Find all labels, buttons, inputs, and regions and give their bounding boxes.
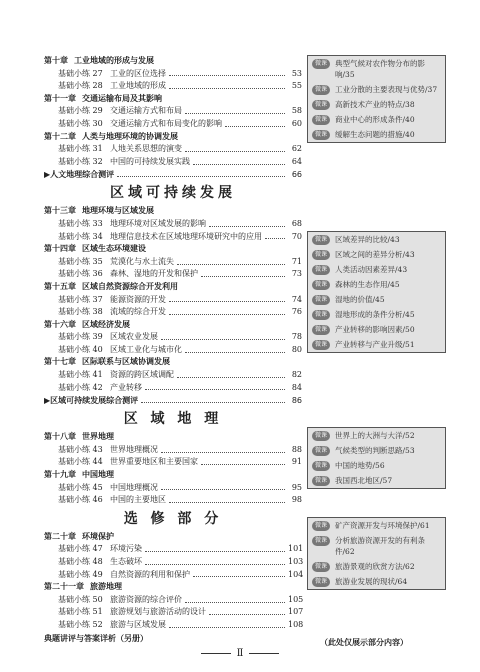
dot-leader [185,151,285,152]
micro-lesson-tag: 微课 [312,59,330,69]
toc-entry[interactable] [44,556,302,569]
exercise-title: 工业地域的形成 [110,81,166,91]
chapter-heading [44,93,302,106]
exercise-id: 基础小练 36 [58,269,103,279]
toc-entry[interactable] [44,294,302,307]
dot-leader [169,75,285,76]
micro-lesson-tag: 微课 [312,431,330,441]
toc-entry[interactable] [44,218,302,231]
exercise-title: 自然资源的利用和保护 [110,569,190,579]
dot-leader [169,502,285,503]
micro-lesson-item[interactable] [308,559,445,574]
chapter-number: 第十五章 [44,281,76,291]
micro-lesson-box [307,427,446,489]
chapter-title: 区际联系与区域协调发展 [82,357,170,367]
exercise-title: 交通运输方式和布局变化的影响 [110,118,222,128]
page-ref: 101 [288,544,304,554]
page-ref: 64 [291,156,302,166]
chapter-title: 地理环境与区域发展 [82,206,154,216]
answers-entry[interactable]: 典题讲评与答案详析（另册） [44,633,148,643]
exercise-title: 旅游资源的综合评价 [110,594,182,604]
exercise-id: 基础小练 32 [58,156,103,166]
micro-lesson-tag: 微课 [312,461,330,471]
dot-leader [201,276,285,277]
micro-lesson-text: 森林的生态作用/45 [335,280,400,289]
dot-leader [161,339,285,340]
exercise-id: 基础小练 48 [58,557,103,566]
micro-lesson-text: 湿地的价值/45 [335,295,385,304]
micro-lesson-text: 旅游业发展的现状/64 [335,577,408,586]
chapter-heading [44,205,302,218]
dot-leader [177,264,285,265]
chapter-title: 工业地域的形成与发展 [74,56,154,65]
toc-entry[interactable] [44,331,302,344]
micro-lesson-text: 高新技术产业的特点/38 [335,100,415,109]
exercise-id: 基础小练 40 [58,344,103,354]
exercise-title: 工业的区位选择 [110,68,166,78]
micro-lesson-text: 工业分散的主要表现与优势/37 [335,85,438,94]
micro-lesson-box [307,517,446,590]
micro-lesson-tag: 微课 [312,521,330,531]
exercise-id: 基础小练 27 [58,68,103,78]
review-entry[interactable] [44,394,302,407]
micro-lesson-tag: 微课 [312,295,330,305]
dot-leader [265,238,285,239]
chapter-heading [44,131,302,144]
exercise-title: 荒漠化与水土流失 [110,256,174,266]
exercise-id: 基础小练 29 [58,106,103,116]
chapter-heading [44,281,302,294]
page-ref: 60 [291,118,302,128]
table-of-contents [44,55,302,645]
micro-lesson-item[interactable] [308,277,445,292]
chapter-number: 第二十一章 [44,582,84,592]
toc-entry[interactable] [44,444,302,457]
exercise-id: 基础小练 39 [58,332,103,342]
dot-leader [161,489,285,490]
review-title: ▶人文地理综合测评 [44,170,115,180]
dot-leader [225,126,285,127]
toc-entry[interactable] [44,369,302,382]
exercise-title: 中国的主要地区 [110,495,166,505]
micro-lesson-text: 人类活动因素差异/43 [335,265,408,274]
dot-leader [193,164,285,165]
page-ref: 74 [291,294,302,304]
micro-lesson-item[interactable] [308,337,445,352]
exercise-title: 能源资源的开发 [110,294,166,304]
page-ref: 55 [291,81,302,91]
micro-lesson-item[interactable] [308,247,445,262]
exercise-id: 基础小练 44 [58,457,103,467]
micro-lesson-item[interactable] [308,97,445,112]
micro-lesson-item[interactable] [308,518,445,533]
micro-lesson-text: 缓解生态问题的措施/40 [335,130,415,139]
exercise-id: 基础小练 46 [58,495,103,505]
chapter-title: 旅游地理 [90,582,122,592]
micro-lesson-tag: 微课 [312,130,330,140]
micro-lesson-box [307,231,446,353]
micro-lesson-tag: 微课 [312,250,330,260]
chapter-title: 中国地理 [82,470,114,480]
exercise-title: 产业转移 [110,382,142,392]
toc-entry[interactable] [44,594,302,607]
micro-lesson-item[interactable] [308,458,445,473]
micro-lesson-text: 世界上的大洲与大洋/52 [335,431,415,440]
toc-entry[interactable] [44,619,302,632]
toc-entry[interactable] [44,68,302,81]
chapter-number: 第十三章 [44,206,76,216]
micro-lesson-tag: 微课 [312,446,330,456]
section-title: 选 修 部 分 [123,510,223,527]
page-ref: 68 [291,218,302,228]
footer-rule-left [201,653,231,654]
micro-lesson-tag: 微课 [312,235,330,245]
micro-lesson-text: 中国的地势/56 [335,461,385,470]
page-footer [0,648,480,659]
chapter-number: 第十九章 [44,470,76,480]
chapter-number: 第十二章 [44,131,76,141]
toc-entry[interactable] [44,306,302,319]
micro-lesson-text: 气候类型的判断思路/53 [335,446,415,455]
footer-rule-right [249,653,279,654]
exercise-id: 基础小练 45 [58,482,103,492]
page-ref: 66 [291,170,302,180]
toc-entry[interactable] [44,256,302,269]
page-ref: 95 [291,482,302,492]
chapter-number: 第十八章 [44,432,76,442]
dot-leader [193,576,285,577]
chapter-heading [44,431,302,444]
exercise-id: 基础小练 41 [58,370,103,380]
toc-entry[interactable] [44,543,302,556]
chapter-number: 第十七章 [44,357,76,367]
micro-lesson-text: 产业转移的影响因素/50 [335,325,415,334]
chapter-heading [44,243,302,256]
exercise-id: 基础小练 34 [58,231,103,241]
dot-leader [185,113,285,114]
micro-lesson-box [307,55,446,143]
chapter-title: 人类与地理环境的协调发展 [82,131,178,141]
chapter-title: 环境保护 [82,531,114,541]
micro-lesson-item[interactable] [308,262,445,277]
page-ref: 80 [291,344,302,354]
chapter-title: 世界地理 [82,432,114,442]
page-ref: 98 [291,495,302,505]
chapter-number: 第十四章 [44,244,76,254]
exercise-title: 世界地理概况 [110,444,158,454]
toc-entry[interactable] [44,569,302,582]
micro-lesson-item[interactable] [308,473,445,488]
micro-lesson-text: 矿产资源开发与环境保护/61 [335,521,430,530]
exercise-title: 世界重要地区和主要国家 [110,457,198,467]
dot-leader [141,402,285,403]
micro-lesson-tag: 微课 [312,325,330,335]
page-ref: 104 [288,569,304,579]
micro-lesson-tag: 微课 [312,536,330,546]
toc-entry[interactable] [44,456,302,469]
section-title: 区 域 地 理 [123,411,223,428]
micro-lesson-tag: 微课 [312,562,330,572]
micro-lesson-text: 我国西北地区/57 [335,476,393,485]
page-ref: 70 [291,231,302,241]
exercise-title: 人地关系思想的演变 [110,144,182,154]
chapter-title: 区域自然资源综合开发利用 [82,281,178,291]
chapter-heading [44,356,302,369]
page-ref: 73 [291,269,302,279]
section-title: 区域可持续发展 [110,185,236,202]
toc-entry[interactable] [44,494,302,507]
exercise-id: 基础小练 30 [58,118,103,128]
exercise-id: 基础小练 49 [58,569,103,579]
dot-leader [145,564,285,565]
dot-leader [169,314,285,315]
toc-entry[interactable] [44,80,302,93]
page-ref: 88 [291,444,302,454]
micro-lesson-tag: 微课 [312,265,330,275]
dot-leader [117,176,285,177]
dot-leader [145,389,285,390]
exercise-title: 地理环境对区域发展的影响 [110,218,206,228]
chapter-number: 第十六章 [44,319,76,329]
micro-lesson-item[interactable] [308,112,445,127]
toc-entry[interactable] [44,105,302,118]
exercise-id: 基础小练 33 [58,218,103,228]
exercise-title: 森林、湿地的开发和保护 [110,269,198,279]
exercise-title: 中国的可持续发展实践 [110,156,190,166]
micro-lesson-item[interactable] [308,232,445,247]
micro-lesson-text: 区域之间的差异分析/43 [335,250,415,259]
chapter-heading [44,531,302,544]
micro-lesson-item[interactable] [308,574,445,589]
micro-lesson-text: 典型气候对农作物分布的影响/35 [335,59,426,79]
micro-lesson-text: 产业转移与产业升级/51 [335,340,415,349]
exercise-title: 区域工业化与城市化 [110,344,182,354]
page-ref: 58 [291,106,302,116]
chapter-title: 区域生态环境建设 [82,244,146,254]
micro-lesson-tag: 微课 [312,577,330,587]
review-entry[interactable] [44,168,302,181]
page-ref: 105 [288,594,304,604]
page-ref: 62 [291,144,302,154]
micro-lesson-tag: 微课 [312,280,330,290]
exercise-title: 生态破坏 [110,557,142,566]
toc-entry[interactable] [44,606,302,619]
dot-leader [169,627,285,628]
page-ref: 71 [291,256,302,266]
micro-lesson-tag: 微课 [312,115,330,125]
exercise-id: 基础小练 42 [58,382,103,392]
micro-lesson-item[interactable] [308,82,445,97]
chapter-title: 区域经济发展 [82,319,130,329]
dot-leader [185,602,285,603]
micro-lesson-text: 商业中心的形成条件/40 [335,115,415,124]
micro-lesson-text: 湿地形成的条件分析/45 [335,310,415,319]
micro-lesson-item[interactable] [308,56,445,82]
exercise-id: 基础小练 47 [58,544,103,554]
partial-content-note: （此处仅展示部分内容） [320,638,408,647]
toc-entry[interactable] [44,268,302,281]
chapter-heading [44,581,302,594]
micro-lesson-item[interactable] [308,292,445,307]
exercise-id: 基础小练 37 [58,294,103,304]
exercise-id: 基础小练 43 [58,444,103,454]
chapter-heading [44,319,302,332]
dot-leader [177,377,285,378]
exercise-title: 中国地理概况 [110,482,158,492]
dot-leader [145,551,285,552]
micro-lesson-tag: 微课 [312,310,330,320]
exercise-id: 基础小练 31 [58,144,103,154]
exercise-title: 交通运输方式和布局 [110,106,182,116]
page-number: Ⅱ [236,648,244,659]
micro-lesson-text: 区域差异的比较/43 [335,235,400,244]
review-title: ▶区域可持续发展综合测评 [44,396,139,406]
chapter-heading [44,55,302,68]
exercise-title: 地理信息技术在区域地理环境研究中的应用 [110,231,262,241]
toc-entry[interactable] [44,482,302,495]
page-ref: 78 [291,332,302,342]
exercise-title: 旅游与区域发展 [110,619,166,629]
micro-lesson-tag: 微课 [312,85,330,95]
page-ref: 53 [291,68,302,78]
exercise-id: 基础小练 35 [58,256,103,266]
dot-leader [209,226,285,227]
chapter-title: 交通运输布局及其影响 [82,93,162,103]
page-ref: 76 [291,307,302,317]
chapter-number: 第十一章 [44,93,76,103]
toc-entry[interactable] [44,231,302,244]
page-ref: 84 [291,382,302,392]
page-ref: 86 [291,396,302,406]
micro-lesson-tag: 微课 [312,100,330,110]
exercise-title: 资源的跨区域调配 [110,370,174,380]
micro-lesson-text: 分析旅游资源开发的有利条件/62 [335,536,426,556]
exercise-id: 基础小练 51 [58,607,103,617]
exercise-title: 区域农业发展 [110,332,158,342]
exercise-id: 基础小练 52 [58,619,103,629]
micro-lesson-item[interactable] [308,428,445,443]
toc-entry[interactable] [44,344,302,357]
dot-leader [185,352,285,353]
exercise-title: 流域的综合开发 [110,307,166,317]
micro-lesson-tag: 微课 [312,476,330,486]
toc-entry[interactable] [44,118,302,131]
dot-leader [169,88,285,89]
toc-entry[interactable] [44,156,302,169]
page-ref: 91 [291,457,302,467]
exercise-title: 旅游规划与旅游活动的设计 [110,607,206,617]
micro-lesson-tag: 微课 [312,340,330,350]
micro-lesson-item[interactable] [308,127,445,142]
toc-entry[interactable] [44,382,302,395]
page-ref: 103 [288,557,304,566]
exercise-id: 基础小练 28 [58,81,103,91]
micro-lesson-text: 旅游景观的欣赏方法/62 [335,562,415,571]
dot-leader [169,301,285,302]
exercise-id: 基础小练 50 [58,594,103,604]
exercise-title: 环境污染 [110,544,142,554]
exercise-id: 基础小练 38 [58,307,103,317]
dot-leader [209,614,285,615]
dot-leader [161,452,285,453]
page-ref: 107 [288,607,304,617]
page-ref: 82 [291,370,302,380]
chapter-heading [44,469,302,482]
micro-lesson-item[interactable] [308,443,445,458]
micro-lesson-item[interactable] [308,307,445,322]
chapter-number: 第二十章 [44,531,76,541]
page-ref: 108 [288,619,304,629]
micro-lesson-item[interactable] [308,322,445,337]
micro-lesson-item[interactable] [308,533,445,559]
chapter-number: 第十章 [44,56,68,65]
dot-leader [201,464,285,465]
toc-entry[interactable] [44,143,302,156]
